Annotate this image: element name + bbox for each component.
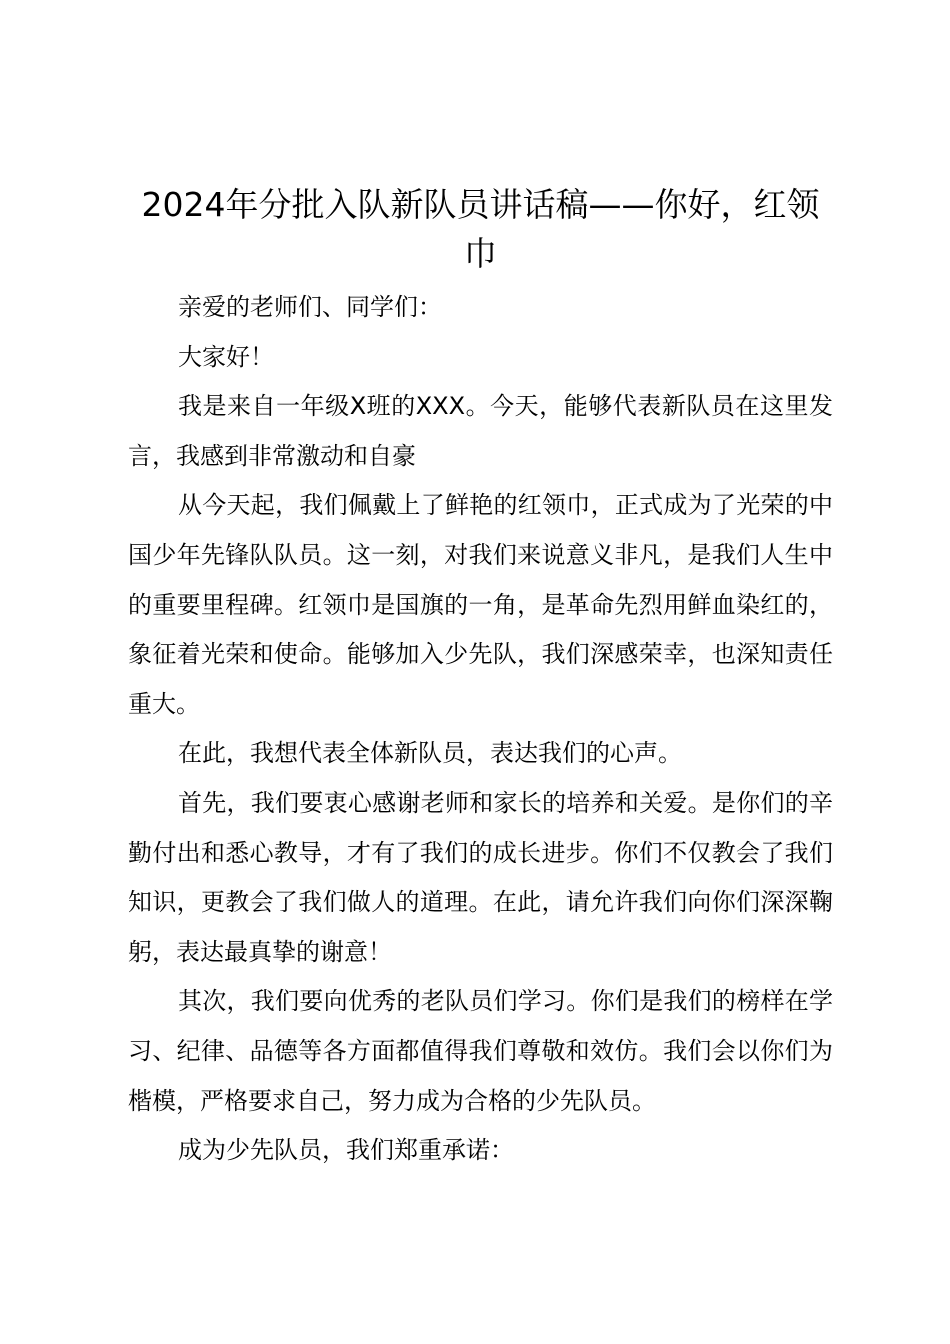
paragraph-gratitude: 首先，我们要衷心感谢老师和家长的培养和关爱。是你们的辛勤付出和悉心教导，才有了我们的成长进步。你们不仅教会了我们知识，更教会了我们做人的道理。在此，请允许我们向你们深深鞠躬，表达最真挚的谢意！ (128, 788, 833, 966)
paragraph-learn: 其次，我们要向优秀的老队员们学习。你们是我们的榜样在学习、纪律、品德等各方面都值得我们尊敬和效仿。我们会以你们为楷模，严格要求自己，努力成为合格的少先队员。 (128, 987, 833, 1115)
paragraph-red-scarf: 从今天起，我们佩戴上了鲜艳的红领巾，正式成为了光荣的中国少年先锋队队员。这一刻，对我们来说意义非凡，是我们人生中的重要里程碑。红领巾是国旗的一角，是革命先烈用鲜血染红的，象征着光荣和使命。能够加入少先队，我们深感荣幸，也深知责任重大。 (128, 491, 833, 718)
paragraph-greeting: 亲爱的老师们、同学们： (178, 293, 442, 321)
document-title: 2024年分批入队新队员讲话稿——你好，红领巾 (141, 185, 820, 273)
paragraph-promise: 成为少先队员，我们郑重承诺： (178, 1136, 514, 1165)
paragraph-voice: 在此，我想代表全体新队员，表达我们的心声。 (178, 739, 682, 768)
paragraph-introduction: 我是来自一年级X班的XXX。今天，能够代表新队员在这里发言，我感到非常激动和自豪 (128, 392, 833, 470)
paragraph-hello: 大家好！ (178, 342, 274, 371)
document-body (128, 283, 833, 1176)
